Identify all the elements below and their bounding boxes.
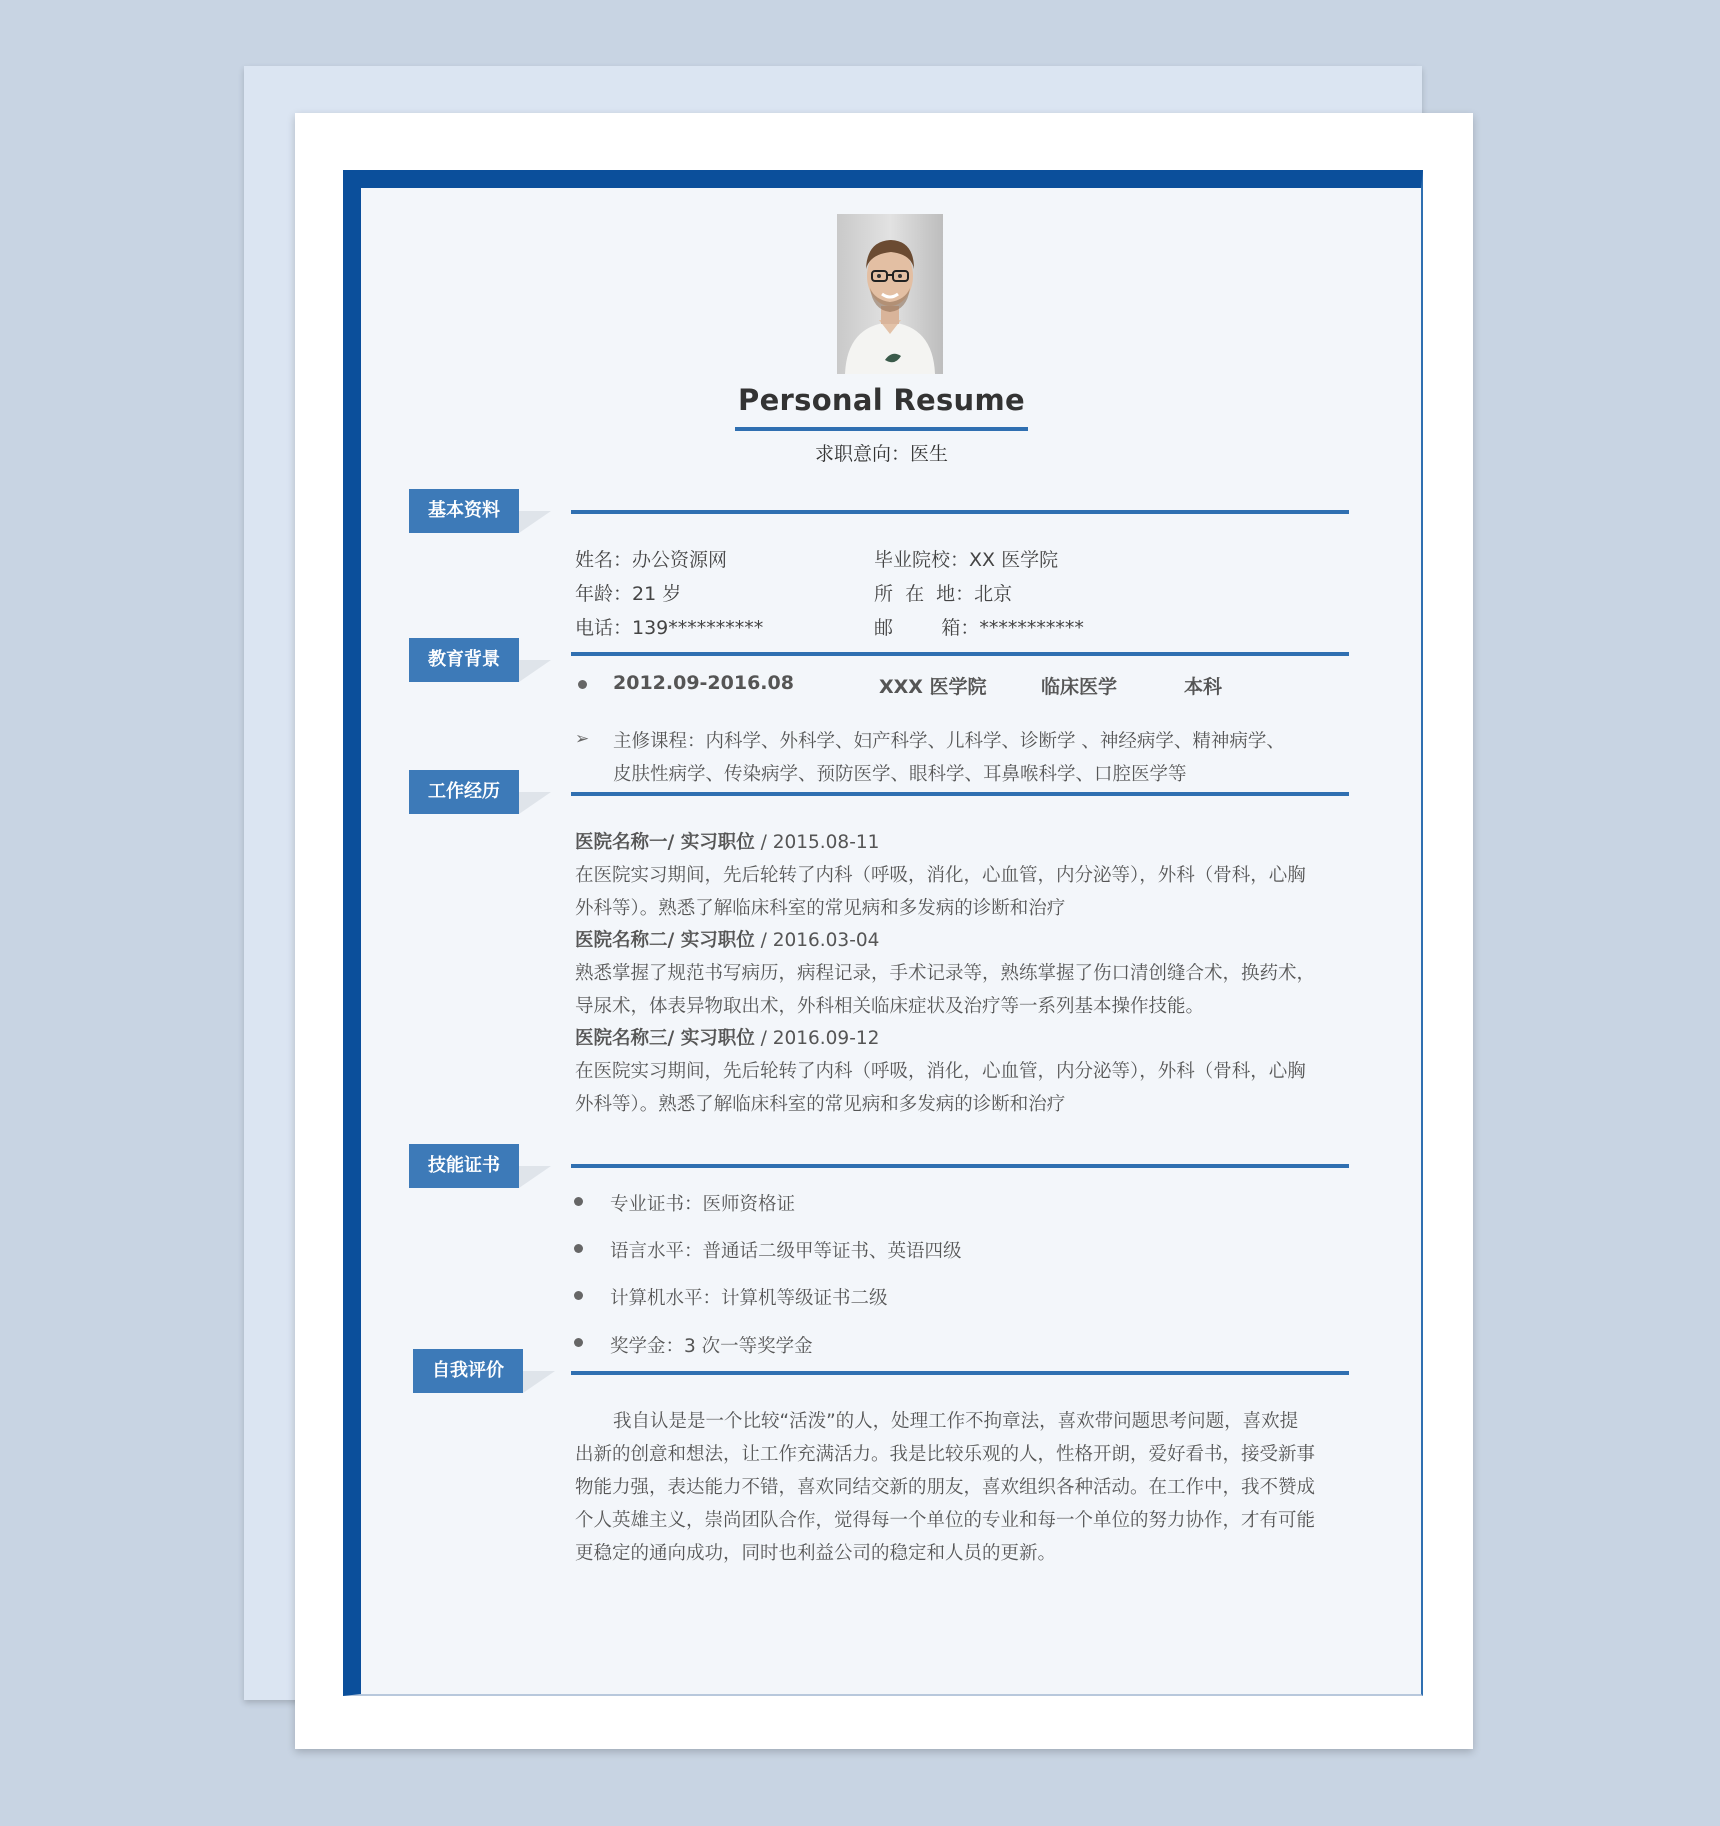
basic-age: 年龄：21 岁 (575, 583, 682, 605)
basic-phone: 电话：139********** (575, 617, 764, 639)
work-desc-1a: 在医院实习期间，先后轮转了内科（呼吸，消化，心血管，内分泌等），外科（骨科，心胸 (575, 865, 1306, 886)
self-eval-line3: 物能力强，表达能力不错，喜欢同结交新的朋友，喜欢组织各种活动。在工作中，我不赞成 (575, 1477, 1316, 1498)
bullet-icon (578, 680, 587, 689)
section-tab-self: 自我评价 (413, 1349, 523, 1393)
section-tab-fold (519, 792, 551, 814)
skill-item-4: 奖学金：3 次一等奖学金 (610, 1336, 813, 1357)
job-intent: 求职意向：医生 (814, 443, 948, 465)
section-divider-basic (571, 510, 1349, 514)
bullet-icon (574, 1197, 583, 1206)
section-divider-skills (571, 1164, 1349, 1168)
section-tab-work: 工作经历 (409, 770, 519, 814)
work-desc-2b: 导尿术，体表异物取出术，外科相关临床症状及治疗等一系列基本操作技能。 (575, 996, 1205, 1017)
work-date-1: / 2015.08-11 (754, 832, 880, 853)
edu-major: 临床医学 (1041, 676, 1118, 698)
basic-email: 邮 箱：*********** (874, 617, 1084, 639)
work-desc-1b: 外科等）。熟悉了解临床科室的常见病和多发病的诊断和治疗 (575, 898, 1066, 919)
arrow-bullet-icon: ➢ (575, 729, 590, 749)
profile-photo (837, 214, 943, 374)
section-tab-basic: 基本资料 (409, 489, 519, 533)
work-heading-2 (575, 926, 879, 952)
skill-item-3: 计算机水平：计算机等级证书二级 (610, 1288, 888, 1309)
work-org-1: 医院名称一/ 实习职位 (575, 832, 755, 853)
self-eval-line1: 我自认是是一个比较“活泼”的人，处理工作不拘章法，喜欢带问题思考问题，喜欢提 (613, 1411, 1299, 1432)
edu-courses-line1: 主修课程：内科学、外科学、妇产科学、儿科学、诊断学 、神经病学、精神病学、 (613, 731, 1285, 752)
section-divider-education (571, 652, 1349, 656)
skill-item-1: 专业证书：医师资格证 (610, 1194, 796, 1215)
section-tab-fold (519, 1166, 551, 1188)
avatar-icon (837, 214, 943, 374)
work-org-2: 医院名称二/ 实习职位 (575, 930, 755, 951)
skill-item-4-clip (570, 1330, 970, 1357)
basic-name: 姓名：办公资源网 (575, 549, 728, 571)
section-divider-self (571, 1371, 1349, 1375)
work-desc-3a: 在医院实习期间，先后轮转了内科（呼吸，消化，心血管，内分泌等），外科（骨科，心胸 (575, 1061, 1306, 1082)
work-date-2: / 2016.03-04 (754, 930, 880, 951)
edu-courses-line2: 皮肤性病学、传染病学、预防医学、眼科学、耳鼻喉科学、口腔医学等 (613, 764, 1187, 785)
edu-period: 2012.09-2016.08 (613, 672, 794, 694)
section-tab-fold (523, 1371, 555, 1393)
work-desc-3b: 外科等）。熟悉了解临床科室的常见病和多发病的诊断和治疗 (575, 1094, 1066, 1115)
work-desc-2a: 熟悉掌握了规范书写病历，病程记录，手术记录等，熟练掌握了伤口清创缝合术，换药术， (575, 963, 1316, 984)
self-eval-line5: 更稳定的通向成功，同时也利益公司的稳定和人员的更新。 (575, 1543, 1057, 1564)
edu-degree: 本科 (1184, 676, 1223, 698)
section-divider-work (571, 792, 1349, 796)
edu-school: XXX 医学院 (879, 676, 987, 698)
self-eval-line4: 个人英雄主义，崇尚团队合作，觉得每一个单位的专业和每一个单位的努力协作，才有可能 (575, 1510, 1316, 1531)
work-heading-3 (575, 1024, 879, 1050)
self-eval-line2: 出新的创意和想法，让工作充满活力。我是比较乐观的人，性格开朗，爱好看书，接受新事 (575, 1444, 1316, 1465)
bullet-icon (574, 1291, 583, 1300)
section-tab-fold (519, 660, 551, 682)
section-tab-fold (519, 511, 551, 533)
bullet-icon (574, 1338, 583, 1347)
basic-school: 毕业院校：XX 医学院 (874, 549, 1059, 571)
basic-location: 所 在 地：北京 (874, 583, 1013, 605)
skill-item-2: 语言水平：普通话二级甲等证书、英语四级 (610, 1241, 962, 1262)
bullet-icon (574, 1244, 583, 1253)
section-tab-skills: 技能证书 (409, 1144, 519, 1188)
work-heading-1 (575, 828, 879, 854)
edu-courses-clip (613, 757, 1253, 785)
work-date-3: / 2016.09-12 (754, 1028, 880, 1049)
section-tab-education: 教育背景 (409, 638, 519, 682)
title-underline (735, 427, 1028, 431)
work-org-3: 医院名称三/ 实习职位 (575, 1028, 755, 1049)
resume-title: Personal Resume (738, 383, 1025, 417)
